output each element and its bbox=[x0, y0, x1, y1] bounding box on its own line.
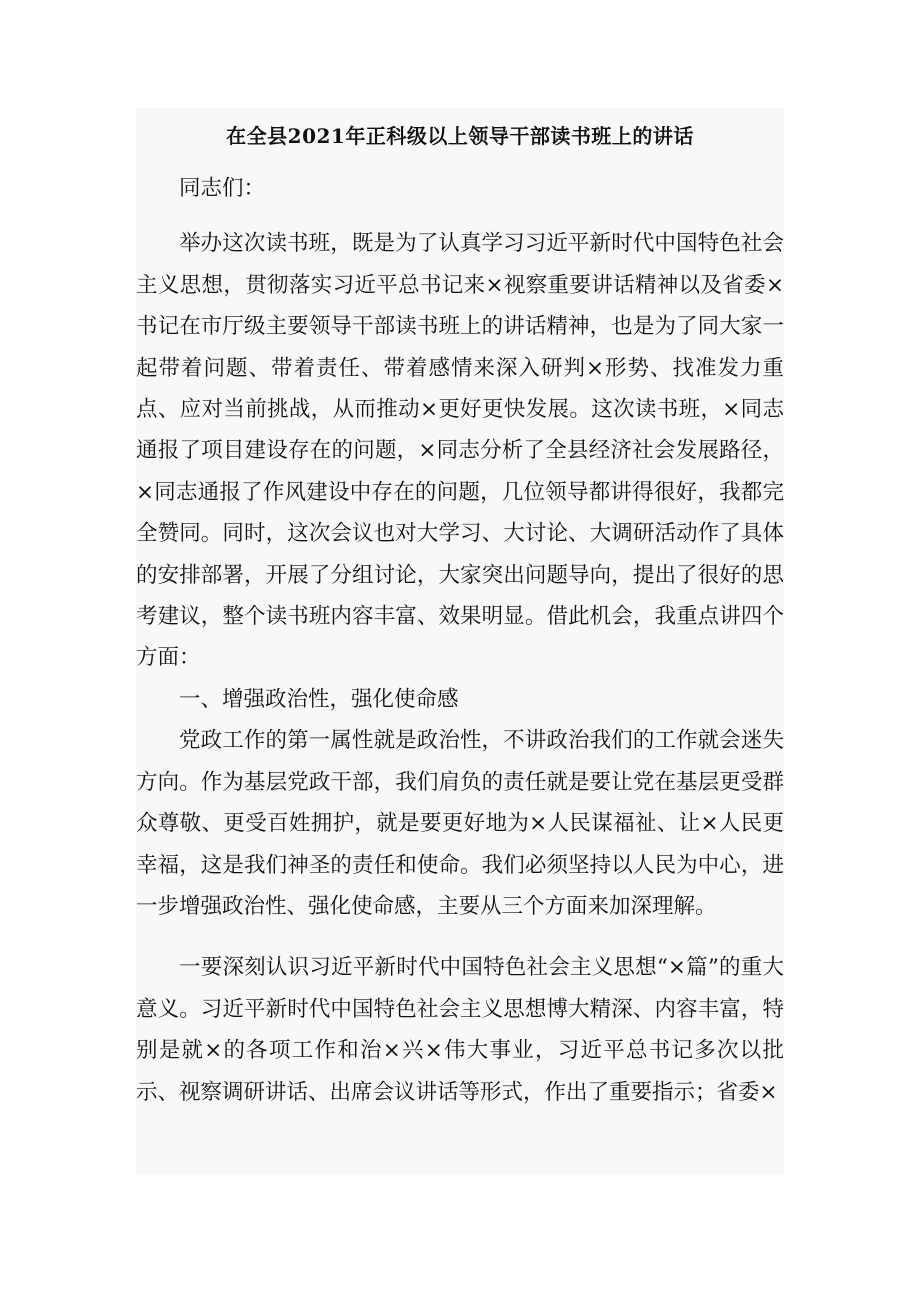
intro-paragraph: 举办这次读书班，既是为了认真学习习近平新时代中国特色社会主义思想，贯彻落实习近平总书记来×视察重要讲话精神以及省委×书记在市厅级主要领导干部读书班上的讲话精神，也是为了同大家一起带着问题、带着责任、带着感情来深入研判×形势、找准发力重点、应对当前挑战，从而推动×更好更快发展。这次读书班，×同志通报了项目建设存在的问题，×同志分析了全县经济社会发展路径，×同志通报了作风建设中存在的问题，几位领导都讲得很好，我都完全赞同。同时，这次会议也对大学习、大讨论、大调研活动作了具体的安排部署，开展了分组讨论，大家突出问题导向，提出了很好的思考建议，整个读书班内容丰富、效果明显。借此机会，我重点讲四个方面： bbox=[136, 231, 784, 671]
section-heading: 一、增强政治性，强化使命感 bbox=[179, 686, 459, 712]
document-body bbox=[136, 120, 784, 1113]
document-page bbox=[136, 108, 784, 1174]
section-paragraph-1: 党政工作的第一属性就是政治性，不讲政治我们的工作就会迷失方向。作为基层党政干部，我们肩负的责任就是要让党在基层更受群众尊敬、更受百姓拥护，就是要更好地为×人民谋福祉、让×人民更幸福，这是我们神圣的责任和使命。我们必须坚持以人民为中心，进一步增强政治性、强化使命感，主要从三个方面来加深理解。 bbox=[136, 728, 784, 919]
section-paragraph-2: 一要深刻认识习近平新时代中国特色社会主义思想“×篇”的重大意义。习近平新时代中国特色社会主义思想博大精深、内容丰富，特别是就×的各项工作和治×兴×伟大事业，习近平总书记多次以批示、视察调研讲话、出席会议讲话等形式，作出了重要指示；省委× bbox=[136, 955, 784, 1105]
document-title: 在全县2021年正科级以上领导干部读书班上的讲话 bbox=[226, 124, 694, 148]
greeting: 同志们： bbox=[179, 176, 266, 201]
